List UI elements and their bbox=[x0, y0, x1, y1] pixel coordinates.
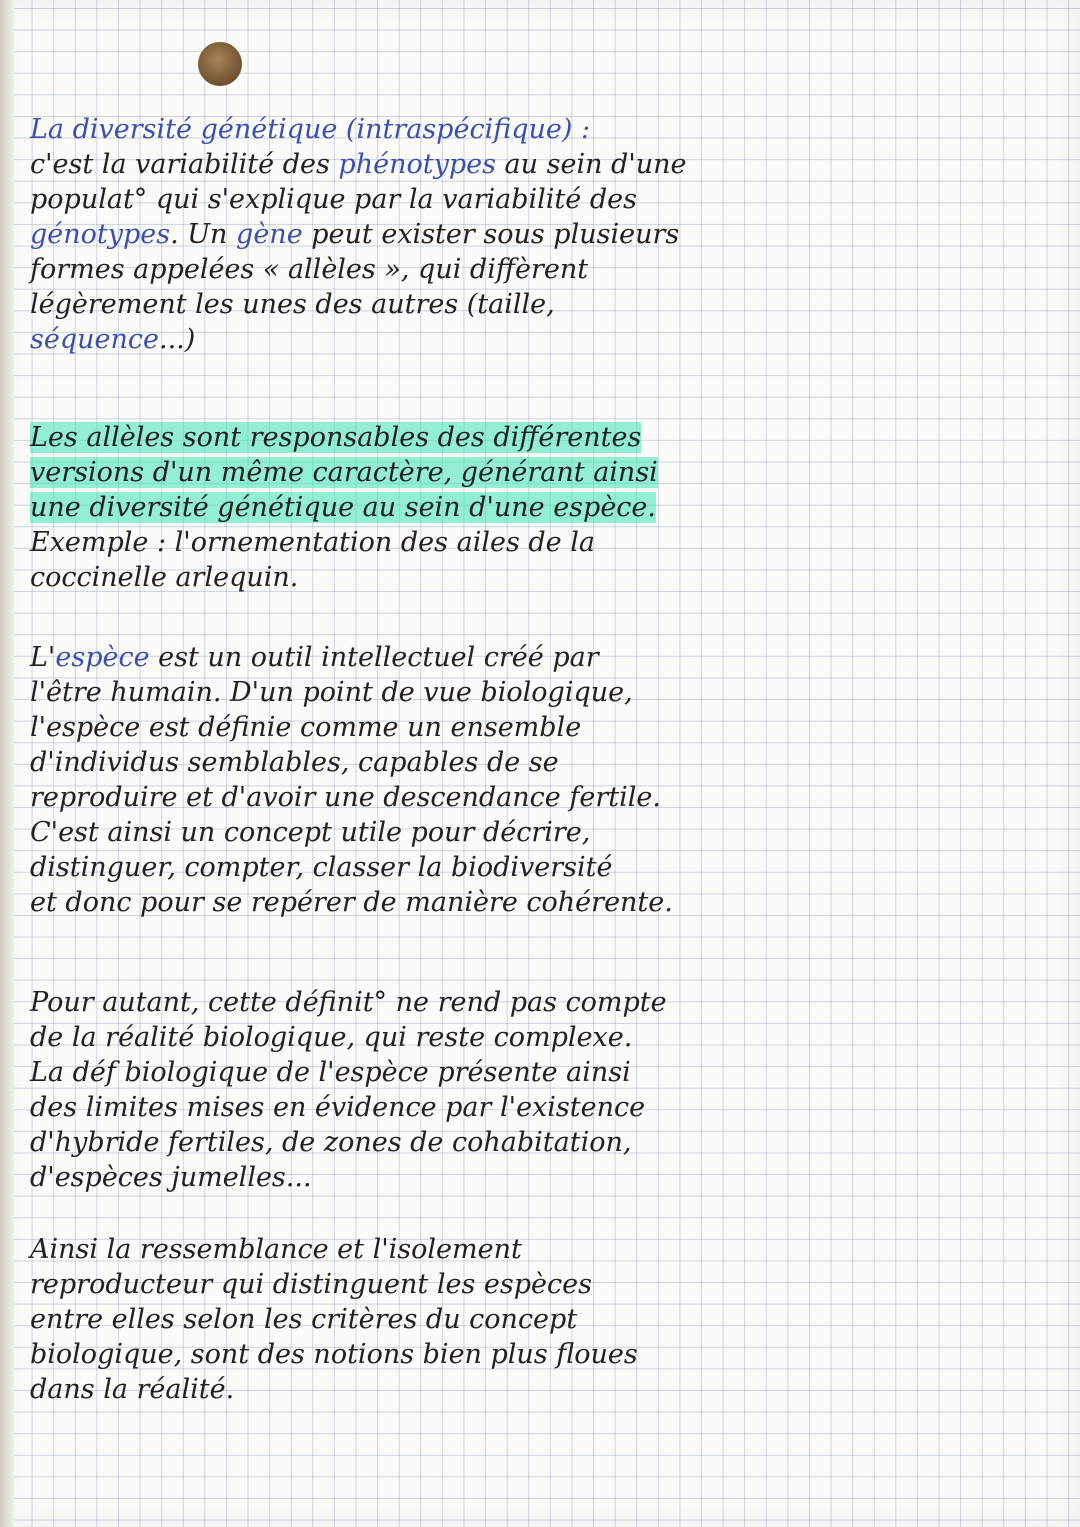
paragraph-alleles bbox=[30, 420, 1040, 595]
text-line bbox=[30, 1232, 1040, 1267]
text-line bbox=[30, 147, 1040, 182]
text-line bbox=[30, 1090, 1040, 1125]
text-line bbox=[30, 745, 1040, 780]
text-fragment: C'est ainsi un concept utile pour décrire, bbox=[30, 817, 591, 848]
text-line bbox=[30, 1267, 1040, 1302]
text-fragment: formes appelées « allèles », qui diffèrent bbox=[30, 254, 589, 285]
text-fragment: reproducteur qui distinguent les espèces bbox=[30, 1269, 592, 1300]
text-fragment: Pour autant, cette définit° ne rend pas compte bbox=[30, 987, 667, 1018]
text-fragment: l'espèce est définie comme un ensemble bbox=[30, 712, 582, 743]
text-line bbox=[30, 885, 1040, 920]
text-line bbox=[30, 1372, 1040, 1407]
text-line bbox=[30, 640, 1040, 675]
text-fragment: légèrement les unes des autres (taille, bbox=[30, 289, 555, 320]
text-line bbox=[30, 675, 1040, 710]
text-fragment: biologique, sont des notions bien plus floues bbox=[30, 1339, 638, 1370]
text-fragment: d'hybride fertiles, de zones de cohabitation, bbox=[30, 1127, 632, 1158]
keyword-term: espèce bbox=[55, 642, 150, 673]
text-line bbox=[30, 322, 1040, 357]
highlighted-text: Les allèles sont responsables des différentes bbox=[30, 422, 642, 453]
text-fragment: d'individus semblables, capables de se bbox=[30, 747, 559, 778]
paragraph-genetic-diversity bbox=[30, 112, 1040, 357]
text-line bbox=[30, 815, 1040, 850]
text-line bbox=[30, 710, 1040, 745]
highlighted-text: une diversité génétique au sein d'une espèce. bbox=[30, 492, 656, 523]
text-fragment: . Un bbox=[170, 219, 237, 250]
text-line bbox=[30, 1125, 1040, 1160]
text-fragment: dans la réalité. bbox=[30, 1374, 235, 1405]
text-fragment: peut exister sous plusieurs bbox=[302, 219, 680, 250]
keyword-term: séquence bbox=[30, 324, 159, 355]
text-line bbox=[30, 420, 1040, 455]
text-line bbox=[30, 252, 1040, 287]
text-line bbox=[30, 1055, 1040, 1090]
text-fragment: c'est la variabilité des bbox=[30, 149, 339, 180]
text-line bbox=[30, 182, 1040, 217]
text-line bbox=[30, 455, 1040, 490]
page-left-edge bbox=[0, 0, 14, 1527]
text-fragment: l'être humain. D'un point de vue biologique, bbox=[30, 677, 633, 708]
keyword-term: génotypes bbox=[30, 219, 171, 250]
text-fragment: de la réalité biologique, qui reste complexe. bbox=[30, 1022, 633, 1053]
binder-hole bbox=[198, 42, 242, 86]
text-line bbox=[30, 1302, 1040, 1337]
text-fragment: entre elles selon les critères du concept bbox=[30, 1304, 578, 1335]
text-fragment: La déf biologique de l'espèce présente ainsi bbox=[30, 1057, 631, 1088]
text-fragment: coccinelle arlequin. bbox=[30, 562, 299, 593]
keyword-term: La diversité génétique (intraspécifique) : bbox=[30, 114, 591, 145]
text-fragment: Exemple : l'ornementation des ailes de la bbox=[30, 527, 595, 558]
text-fragment: populat° qui s'explique par la variabilité des bbox=[30, 184, 637, 215]
text-line bbox=[30, 217, 1040, 252]
text-line bbox=[30, 1337, 1040, 1372]
keyword-term: phénotypes bbox=[338, 149, 496, 180]
text-fragment: Ainsi la ressemblance et l'isolement bbox=[30, 1234, 522, 1265]
keyword-term: gène bbox=[236, 219, 303, 250]
text-fragment: d'espèces jumelles... bbox=[30, 1162, 312, 1193]
text-fragment: au sein d'une bbox=[495, 149, 687, 180]
paragraph-species-definition bbox=[30, 640, 1040, 920]
highlighted-text: versions d'un même caractère, générant ainsi bbox=[30, 457, 658, 488]
text-fragment: L' bbox=[30, 642, 56, 673]
text-line bbox=[30, 112, 1040, 147]
text-fragment: distinguer, compter, classer la biodiversité bbox=[30, 852, 613, 883]
paragraph-limits bbox=[30, 985, 1040, 1195]
text-line bbox=[30, 525, 1040, 560]
text-line bbox=[30, 1020, 1040, 1055]
text-line bbox=[30, 850, 1040, 885]
text-fragment: des limites mises en évidence par l'existence bbox=[30, 1092, 646, 1123]
text-fragment: et donc pour se repérer de manière cohérente. bbox=[30, 887, 673, 918]
text-line bbox=[30, 490, 1040, 525]
text-line bbox=[30, 1160, 1040, 1195]
text-line bbox=[30, 985, 1040, 1020]
text-line bbox=[30, 287, 1040, 322]
text-fragment: reproduire et d'avoir une descendance fertile. bbox=[30, 782, 661, 813]
text-line bbox=[30, 780, 1040, 815]
paragraph-conclusion bbox=[30, 1232, 1040, 1407]
text-line bbox=[30, 560, 1040, 595]
text-fragment: ...) bbox=[158, 324, 196, 355]
text-fragment: est un outil intellectuel créé par bbox=[149, 642, 599, 673]
